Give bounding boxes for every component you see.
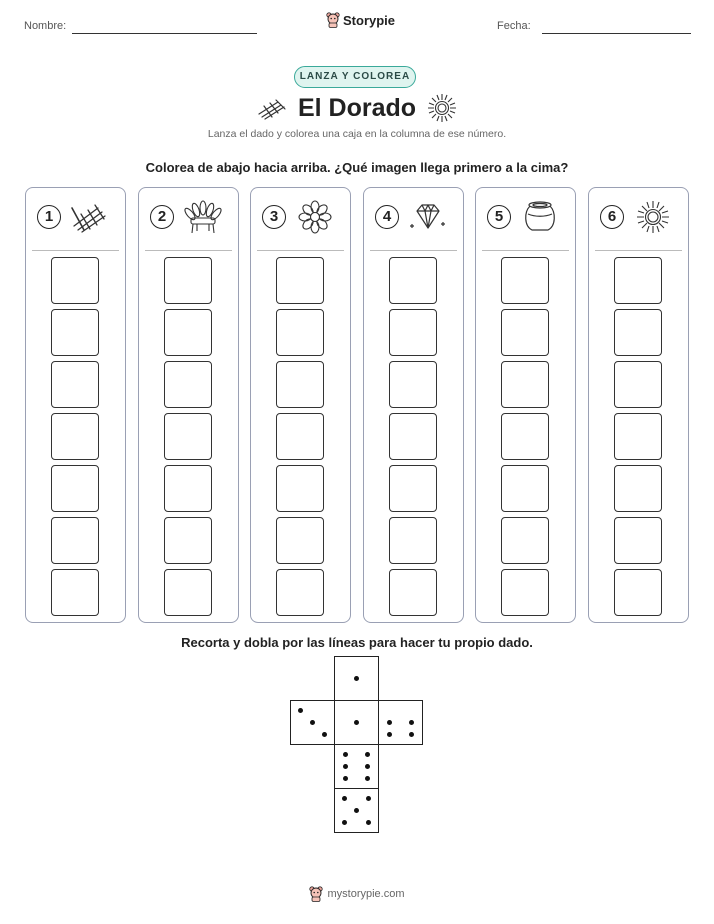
color-box[interactable] — [501, 309, 549, 356]
color-box[interactable] — [276, 517, 324, 564]
die-pip — [387, 732, 392, 737]
color-box[interactable] — [501, 413, 549, 460]
color-box[interactable] — [276, 361, 324, 408]
column-number: 1 — [37, 205, 61, 229]
sun-icon — [426, 92, 458, 124]
date-label: Fecha: — [497, 20, 531, 32]
die-face — [334, 744, 379, 789]
brand-name: Storypie — [343, 12, 396, 28]
name-line[interactable] — [72, 33, 257, 34]
die-pip — [365, 764, 370, 769]
die-face — [378, 700, 423, 745]
column-number: 2 — [150, 205, 174, 229]
die-pip — [298, 708, 303, 713]
color-box[interactable] — [51, 465, 99, 512]
color-box[interactable] — [51, 517, 99, 564]
die-pip — [365, 752, 370, 757]
name-label: Nombre: — [24, 20, 67, 32]
color-box[interactable] — [164, 465, 212, 512]
footer — [0, 886, 714, 902]
die-pip — [354, 720, 359, 725]
die-pip — [322, 732, 327, 737]
color-box[interactable] — [276, 257, 324, 304]
color-box[interactable] — [164, 361, 212, 408]
color-box[interactable] — [164, 257, 212, 304]
page-title: El Dorado — [297, 93, 417, 122]
color-box[interactable] — [501, 465, 549, 512]
color-box[interactable] — [501, 361, 549, 408]
color-box[interactable] — [389, 257, 437, 304]
color-box[interactable] — [389, 517, 437, 564]
column-number: 4 — [375, 205, 399, 229]
color-box[interactable] — [614, 361, 662, 408]
subtitle: Lanza el dado y colorea una caja en la columna de ese número. — [207, 128, 507, 140]
color-box[interactable] — [164, 569, 212, 616]
die-pip — [342, 796, 347, 801]
color-box[interactable] — [614, 465, 662, 512]
die-pip — [343, 764, 348, 769]
headdress-icon — [183, 200, 223, 234]
color-box[interactable] — [276, 413, 324, 460]
color-box[interactable] — [276, 569, 324, 616]
color-box[interactable] — [614, 517, 662, 564]
column-6 — [588, 187, 689, 623]
bear-icon — [309, 886, 323, 902]
die-pip — [343, 752, 348, 757]
die-pip — [366, 796, 371, 801]
color-box[interactable] — [389, 361, 437, 408]
die-pip — [409, 732, 414, 737]
color-box[interactable] — [614, 569, 662, 616]
column-3 — [250, 187, 351, 623]
bear-icon — [326, 12, 340, 28]
color-box[interactable] — [276, 465, 324, 512]
color-box[interactable] — [389, 413, 437, 460]
color-box[interactable] — [276, 309, 324, 356]
column-5 — [475, 187, 576, 623]
color-box[interactable] — [501, 517, 549, 564]
color-box[interactable] — [51, 361, 99, 408]
die-pip — [365, 776, 370, 781]
die-pip — [310, 720, 315, 725]
color-box[interactable] — [164, 517, 212, 564]
color-box[interactable] — [51, 413, 99, 460]
die-face — [334, 700, 379, 745]
color-box[interactable] — [389, 569, 437, 616]
flower-icon — [295, 200, 335, 234]
color-box[interactable] — [501, 569, 549, 616]
brand-logo — [326, 12, 395, 28]
column-1 — [25, 187, 126, 623]
column-number: 5 — [487, 205, 511, 229]
color-box[interactable] — [614, 257, 662, 304]
die-pip — [342, 820, 347, 825]
color-box[interactable] — [164, 309, 212, 356]
die-pip — [366, 820, 371, 825]
die-pip — [354, 676, 359, 681]
pot-icon — [520, 200, 560, 234]
raft-icon — [256, 96, 288, 120]
die-pip — [343, 776, 348, 781]
footer-url[interactable]: mystorypie.com — [327, 888, 405, 900]
sun-icon — [633, 200, 673, 234]
color-box[interactable] — [389, 309, 437, 356]
column-number: 6 — [600, 205, 624, 229]
color-box[interactable] — [51, 257, 99, 304]
instruction-bottom: Recorta y dobla por las líneas para hacer tu propio dado. — [181, 635, 533, 650]
instruction-top: Colorea de abajo hacia arriba. ¿Qué imagen llega primero a la cima? — [145, 160, 569, 175]
diamond-icon — [408, 200, 448, 234]
die-pip — [387, 720, 392, 725]
raft-icon — [70, 200, 110, 234]
die-face — [334, 788, 379, 833]
color-box[interactable] — [614, 309, 662, 356]
color-box[interactable] — [51, 569, 99, 616]
activity-tag: LANZA Y COLOREA — [294, 66, 416, 88]
column-4 — [363, 187, 464, 623]
color-box[interactable] — [164, 413, 212, 460]
color-box[interactable] — [501, 257, 549, 304]
die-face — [290, 700, 335, 745]
column-number: 3 — [262, 205, 286, 229]
color-box[interactable] — [614, 413, 662, 460]
die-pip — [409, 720, 414, 725]
title-row — [0, 92, 714, 124]
column-2 — [138, 187, 239, 623]
color-box[interactable] — [51, 309, 99, 356]
die-face — [334, 656, 379, 701]
date-line[interactable] — [542, 33, 691, 34]
die-pip — [354, 808, 359, 813]
color-box[interactable] — [389, 465, 437, 512]
